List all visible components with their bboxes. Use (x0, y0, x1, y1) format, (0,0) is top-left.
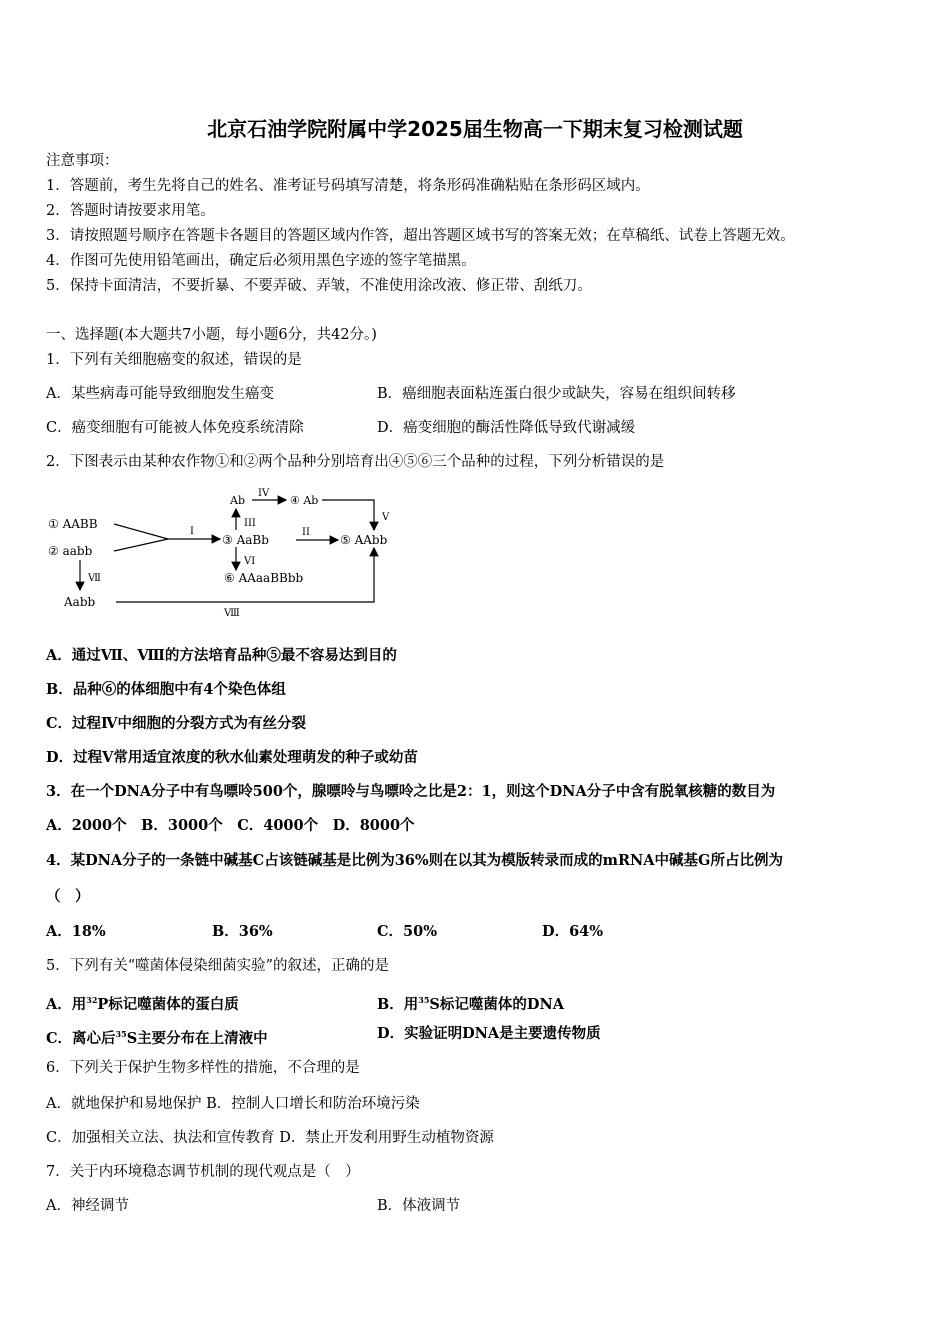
node-aabb: Aabb (64, 595, 96, 609)
q4-stem: 4．某DNA分子的一条链中碱基C占该链碱基是比例为36%则在以其为模版转录而成的mRNA中碱基G所占比例为 (46, 852, 783, 869)
node-5: ⑤ AAbb (340, 533, 388, 547)
q2-stem: 2．下图表示由某种农作物①和②两个品种分别培育出④⑤⑥三个品种的过程，下列分析错误的是 (46, 454, 665, 470)
q5-option-d: D．实验证明DNA是主要遗传物质 (377, 1025, 601, 1042)
q2-option-c: C．过程Ⅳ中细胞的分裂方式为有丝分裂 (46, 715, 306, 732)
label-VII: Ⅶ (88, 573, 101, 584)
q1-option-b: B．癌细胞表面粘连蛋白很少或缺失，容易在组织间转移 (377, 386, 736, 402)
label-IV: IV (258, 488, 270, 499)
arrow-V (322, 500, 374, 530)
q6-options-ab: A．就地保护和易地保护 B．控制人口增长和防治环境污染 (46, 1096, 420, 1112)
node-ab: Ab (230, 494, 245, 507)
label-II: II (302, 527, 310, 538)
q3-stem: 3．在一个DNA分子中有鸟嘌呤500个，腺嘌呤与鸟嘌呤之比是2：1，则这个DNA分子中含有脱氧核糖的数目为 (46, 783, 776, 800)
q1-option-d: D．癌变细胞的酶活性降低导致代谢减缓 (377, 420, 636, 436)
notice-item-5: 5．保持卡面清洁，不要折暴、不要弄破、弄皱，不准使用涂改液、修正带、刮纸刀。 (46, 278, 592, 294)
node-6: ⑥ AAaaBBbb (224, 571, 304, 585)
label-III: III (244, 518, 256, 529)
page-title: 北京石油学院附属中学2025届生物高一下期末复习检测试题 (207, 117, 743, 141)
q2-option-d: D．过程Ⅴ常用适宜浓度的秋水仙素处理萌发的种子或幼苗 (46, 749, 418, 766)
q1-stem: 1．下列有关细胞癌变的叙述，错误的是 (46, 352, 302, 368)
q3-options: A．2000个 B．3000个 C．4000个 D．8000个 (46, 817, 415, 834)
q4-paren: （ ） (46, 888, 90, 905)
notice-heading: 注意事项： (46, 153, 119, 169)
notice-item-1: 1．答题前，考生先将自己的姓名、准考证号码填写清楚，将条形码准确粘贴在条形码区域内。 (46, 178, 650, 194)
notice-item-2: 2．答题时请按要求用笔。 (46, 203, 215, 219)
label-VIII: Ⅷ (224, 608, 240, 619)
q5-option-c: C．离心后$^{35}$S主要分布在上清液中 (46, 1029, 268, 1047)
node-3: ③ AaBb (222, 533, 269, 547)
notice-item-3: 3．请按照题号顺序在答题卡各题目的答题区域内作答，超出答题区域书写的答案无效；在草稿纸、试卷上答题无效。 (46, 228, 795, 244)
q7-stem: 7．关于内环境稳态调节机制的现代观点是（ ） (46, 1164, 360, 1180)
q1-option-c: C．癌变细胞有可能被人体免疫系统清除 (46, 420, 304, 436)
notice-item-4: 4．作图可先使用铅笔画出，确定后必须用黑色字迹的签字笔描黑。 (46, 253, 476, 269)
q7-option-b: B．体液调节 (377, 1198, 461, 1214)
label-V: V (382, 512, 390, 523)
q4-option-a: A．18% (46, 923, 106, 940)
section-heading: 一、选择题(本大题共7小题，每小题6分，共42分。) (46, 327, 377, 343)
breeding-diagram (40, 484, 420, 624)
node-2: ② aabb (48, 544, 93, 558)
q5-option-a: A．用$^{32}$P标记噬菌体的蛋白质 (46, 995, 239, 1013)
q2-option-a: A．通过Ⅶ、Ⅷ的方法培育品种⑤最不容易达到目的 (46, 647, 397, 664)
q1-option-a: A．某些病毒可能导致细胞发生癌变 (46, 386, 274, 402)
q7-option-a: A．神经调节 (46, 1198, 129, 1214)
q5-stem: 5．下列有关“噬菌体侵染细菌实验”的叙述，正确的是 (46, 958, 390, 974)
q6-stem: 6．下列关于保护生物多样性的措施，不合理的是 (46, 1060, 360, 1076)
label-VI: VI (244, 556, 256, 567)
node-4: ④ Ab (290, 494, 319, 507)
q5-option-b: B．用$^{35}$S标记噬菌体的DNA (377, 995, 564, 1013)
q4-option-b: B．36% (212, 923, 273, 940)
line-2-merge (114, 539, 168, 551)
q4-option-d: D．64% (542, 923, 604, 940)
q4-option-c: C．50% (377, 923, 437, 940)
q6-options-cd: C．加强相关立法、执法和宣传教育 D．禁止开发利用野生动植物资源 (46, 1130, 494, 1146)
label-I: I (190, 526, 194, 537)
node-1: ① AABB (48, 517, 98, 531)
line-1-merge (114, 524, 168, 539)
q2-option-b: B．品种⑥的体细胞中有4个染色体组 (46, 681, 286, 698)
